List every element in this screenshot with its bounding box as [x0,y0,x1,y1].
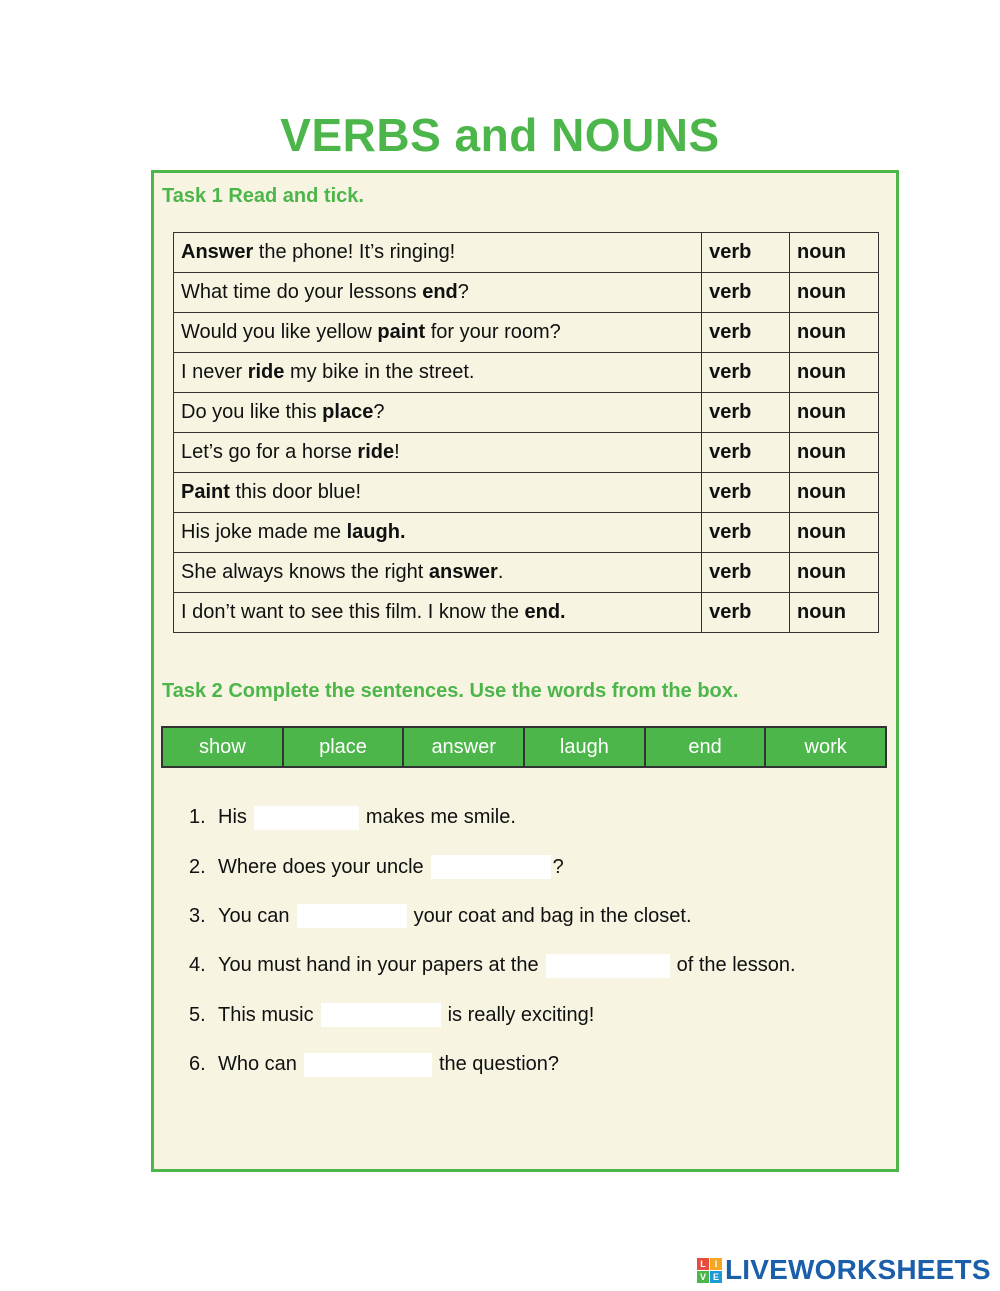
logo-badge-letter: L [697,1258,709,1270]
sentence-item [189,892,796,941]
word-box-item: laugh [524,727,645,767]
sentence-number: 3. [189,904,206,927]
sentence-number: 5. [189,1003,206,1026]
answer-blank-6[interactable] [304,1053,432,1077]
tick-row [174,233,879,273]
target-word: ride [247,361,285,383]
sentence-text: ? [373,401,385,423]
target-word: paint [377,321,426,343]
sentence-before: You must hand in your papers at the [218,954,539,977]
sentence-after: your coat and bag in the closet. [413,904,692,927]
sentence-cell [174,353,702,393]
logo-badge-letter: E [710,1271,722,1283]
noun-option[interactable]: noun [790,593,879,633]
tick-table [173,232,879,633]
sentence-before: His [218,806,247,829]
tick-row [174,513,879,553]
verb-option[interactable]: verb [702,393,790,433]
answer-blank-5[interactable] [321,1003,441,1027]
sentence-before: Where does your uncle [218,855,424,878]
worksheet-panel [151,170,899,1172]
sentence-cell [174,313,702,353]
sentence-cell [174,513,702,553]
sentence-text: my bike in the street. [284,361,475,383]
tick-row [174,433,879,473]
verb-option[interactable]: verb [702,553,790,593]
target-word: end. [524,601,566,623]
noun-option[interactable]: noun [790,313,879,353]
noun-option[interactable]: noun [790,513,879,553]
noun-option[interactable]: noun [790,393,879,433]
sentence-text: the phone! It’s ringing! [253,241,456,263]
sentence-cell [174,433,702,473]
sentence-text: ? [457,281,469,303]
noun-option[interactable]: noun [790,433,879,473]
tick-row [174,353,879,393]
verb-option[interactable]: verb [702,273,790,313]
verb-option[interactable]: verb [702,353,790,393]
page-title: VERBS and NOUNS [280,109,720,161]
sentence-text: for your room? [425,321,561,343]
sentence-cell [174,233,702,273]
sentence-item [189,1040,796,1089]
target-word: place [322,401,374,423]
target-word: end [422,281,458,303]
logo-badge-letter: I [710,1258,722,1270]
noun-option[interactable]: noun [790,273,879,313]
sentence-text: I never [181,361,248,383]
word-box-item: place [283,727,404,767]
sentence-cell [174,593,702,633]
noun-option[interactable]: noun [790,473,879,513]
verb-option[interactable]: verb [702,513,790,553]
verb-option[interactable]: verb [702,433,790,473]
sentence-text: His joke made me [181,521,347,543]
word-box-item: end [645,727,766,767]
noun-option[interactable]: noun [790,353,879,393]
tick-row [174,273,879,313]
noun-option[interactable]: noun [790,233,879,273]
sentence-text: Would you like yellow [181,321,378,343]
sentence-after: makes me smile. [365,806,516,829]
sentence-text: She always knows the right [181,561,429,583]
sentence-after: ? [552,855,564,878]
word-box-item: work [765,727,886,767]
target-word: Paint [181,481,230,503]
sentence-after: of the lesson. [676,954,796,977]
liveworksheets-logo [697,1254,991,1286]
answer-blank-2[interactable] [431,855,551,879]
tick-row [174,393,879,433]
sentence-before: Who can [218,1053,297,1076]
target-word: Answer [181,241,254,263]
sentence-number: 1. [189,806,206,829]
sentence-text: Do you like this [181,401,323,423]
sentence-item [189,941,796,990]
task2-heading: Task 2 Complete the sentences. Use the words from the box. [162,680,739,702]
answer-blank-1[interactable] [254,806,359,830]
word-box-item: answer [403,727,524,767]
sentence-item [189,991,796,1040]
sentence-list [189,793,796,1089]
verb-option[interactable]: verb [702,233,790,273]
word-box [161,726,887,768]
answer-blank-3[interactable] [297,904,407,928]
noun-option[interactable]: noun [790,553,879,593]
verb-option[interactable]: verb [702,473,790,513]
sentence-text: Let’s go for a horse [181,441,358,463]
sentence-item [189,842,796,891]
sentence-text: I don’t want to see this film. I know the [181,601,525,623]
verb-option[interactable]: verb [702,313,790,353]
sentence-before: This music [218,1003,314,1026]
logo-badge-letter: V [697,1271,709,1283]
sentence-cell [174,473,702,513]
tick-row [174,593,879,633]
sentence-after: the question? [438,1053,560,1076]
sentence-number: 2. [189,855,206,878]
sentence-number: 6. [189,1053,206,1076]
answer-blank-4[interactable] [546,954,670,978]
logo-text: LIVEWORKSHEETS [725,1254,991,1285]
word-box-item: show [162,727,283,767]
task1-heading: Task 1 Read and tick. [162,185,364,207]
sentence-before: You can [218,904,290,927]
target-word: ride [357,441,395,463]
sentence-text: What time do your lessons [181,281,423,303]
tick-row [174,473,879,513]
sentence-after: is really exciting! [447,1003,595,1026]
verb-option[interactable]: verb [702,593,790,633]
sentence-cell [174,553,702,593]
sentence-text: . [497,561,504,583]
sentence-text: this door blue! [229,481,362,503]
tick-row [174,313,879,353]
sentence-cell [174,393,702,433]
sentence-item [189,793,796,842]
sentence-cell [174,273,702,313]
target-word: answer [428,561,498,583]
logo-badge-icon [697,1258,722,1283]
sentence-text: ! [394,441,400,463]
sentence-number: 4. [189,954,206,977]
tick-row [174,553,879,593]
target-word: laugh. [346,521,406,543]
